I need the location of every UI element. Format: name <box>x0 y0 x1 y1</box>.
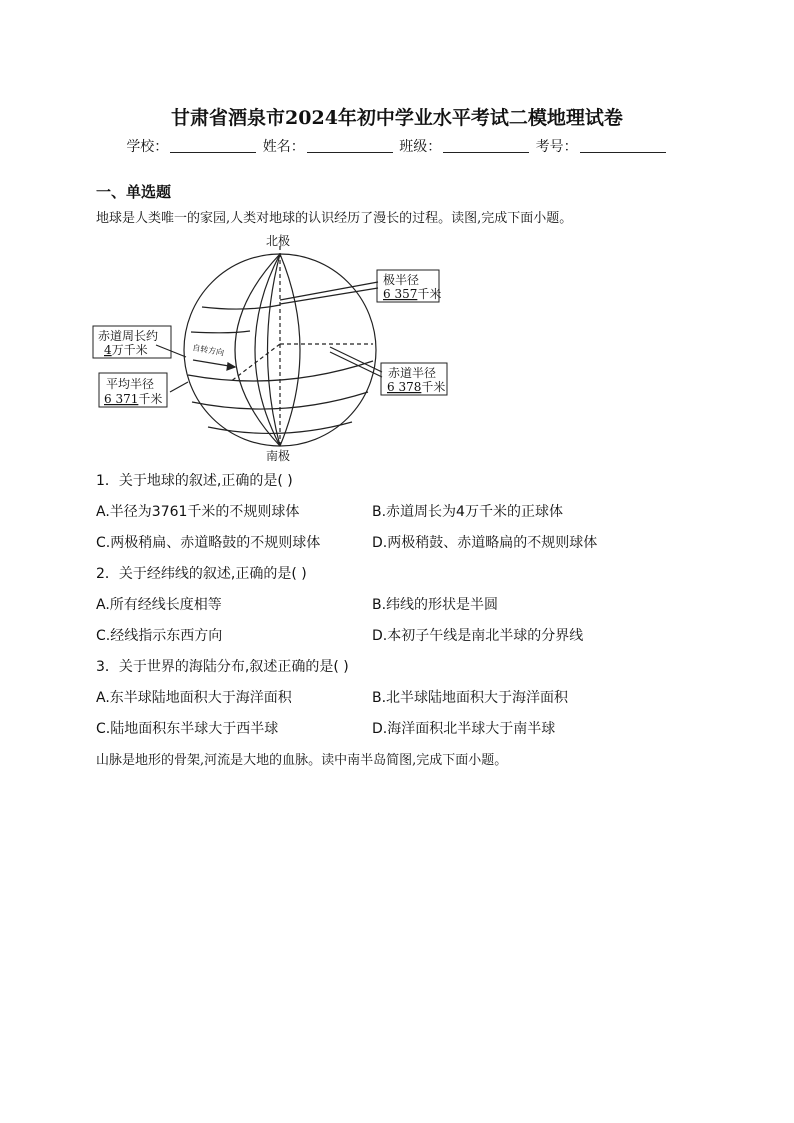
mean-radius-pointer <box>170 382 188 392</box>
equatorial-radius-pointer <box>330 347 382 372</box>
intro-text-1: 地球是人类唯一的家园,人类对地球的认识经历了漫长的过程。读图,完成下面小题。 <box>96 211 573 226</box>
question-2-option-d[interactable]: D.本初子午线是南北半球的分界线 <box>372 628 584 644</box>
equatorial-radius-label: 赤道半径 <box>388 366 437 380</box>
class-blank[interactable] <box>443 138 529 153</box>
circumference-label: 赤道周长约 <box>98 329 159 343</box>
question-3-stem: 3．关于世界的海陆分布,叙述正确的是( ) <box>96 659 349 675</box>
question-1-option-a[interactable]: A.半径为3761千米的不规则球体 <box>96 504 300 520</box>
name-label: 姓名： <box>262 139 305 155</box>
earth-figure <box>90 232 460 462</box>
question-2-stem: 2．关于经纬线的叙述,正确的是( ) <box>96 566 307 582</box>
question-2-option-c[interactable]: C.经线指示东西方向 <box>96 628 223 644</box>
circumference-unit: 万千米 <box>111 343 148 357</box>
name-blank[interactable] <box>307 138 393 153</box>
mean-radius-unit: 千米 <box>138 392 163 406</box>
rotation-label: 自转方向 <box>191 343 225 358</box>
question-3-option-c[interactable]: C.陆地面积东半球大于西半球 <box>96 721 279 737</box>
question-3-option-a[interactable]: A.东半球陆地面积大于海洋面积 <box>96 690 292 706</box>
polar-radius-label: 极半径 <box>383 273 420 287</box>
exam-number-label: 考号： <box>535 139 578 155</box>
equatorial-radius-pointer-2 <box>330 352 382 377</box>
latitude-line-1 <box>202 305 280 309</box>
mean-radius-value: 6 371 <box>104 392 139 406</box>
svg-text:6 378千米 <box>387 379 445 394</box>
question-1-stem: 1．关于地球的叙述,正确的是( ) <box>96 473 293 489</box>
question-2-option-a[interactable]: A.所有经线长度相等 <box>96 597 222 613</box>
section-title: 一、单选题 <box>96 183 172 201</box>
school-label: 学校： <box>126 139 169 155</box>
class-label: 班级： <box>399 139 442 155</box>
meridian-left-2 <box>268 254 281 446</box>
equatorial-radius-value: 6 378 <box>387 380 422 394</box>
question-1-option-c[interactable]: C.两极稍扁、赤道略鼓的不规则球体 <box>96 535 321 551</box>
svg-text:4万千米 <box>104 342 148 357</box>
question-3-option-b[interactable]: B.北半球陆地面积大于海洋面积 <box>372 690 569 706</box>
latitude-line-2 <box>191 331 250 333</box>
school-blank[interactable] <box>170 138 256 153</box>
circumference-value: 4 <box>104 343 112 357</box>
polar-radius-value: 6 357 <box>383 287 418 301</box>
student-info-line <box>0 136 794 156</box>
question-2-option-b[interactable]: B.纬线的形状是半圆 <box>372 597 499 613</box>
polar-radius-unit: 千米 <box>417 287 442 301</box>
equatorial-radius-unit: 千米 <box>421 380 446 394</box>
svg-text:6 357千米 <box>383 286 441 301</box>
exam-number-blank[interactable] <box>580 138 666 153</box>
intro-text-2: 山脉是地形的骨架,河流是大地的血脉。读中南半岛简图,完成下面小题。 <box>96 753 508 768</box>
question-1-option-b[interactable]: B.赤道周长为4万千米的正球体 <box>372 504 563 520</box>
question-3-option-d[interactable]: D.海洋面积北半球大于南半球 <box>372 721 556 737</box>
south-pole-label: 南极 <box>266 449 291 462</box>
question-1-option-d[interactable]: D.两极稍鼓、赤道略扁的不规则球体 <box>372 535 598 551</box>
rotation-arrowhead <box>227 363 235 370</box>
svg-text:6 371千米 <box>104 391 162 406</box>
mean-radius-label: 平均半径 <box>106 377 155 391</box>
north-pole-label: 北极 <box>266 234 291 248</box>
page-title: 甘肃省酒泉市2024年初中学业水平考试二模地理试卷 <box>171 107 623 129</box>
meridian-right <box>280 254 300 446</box>
